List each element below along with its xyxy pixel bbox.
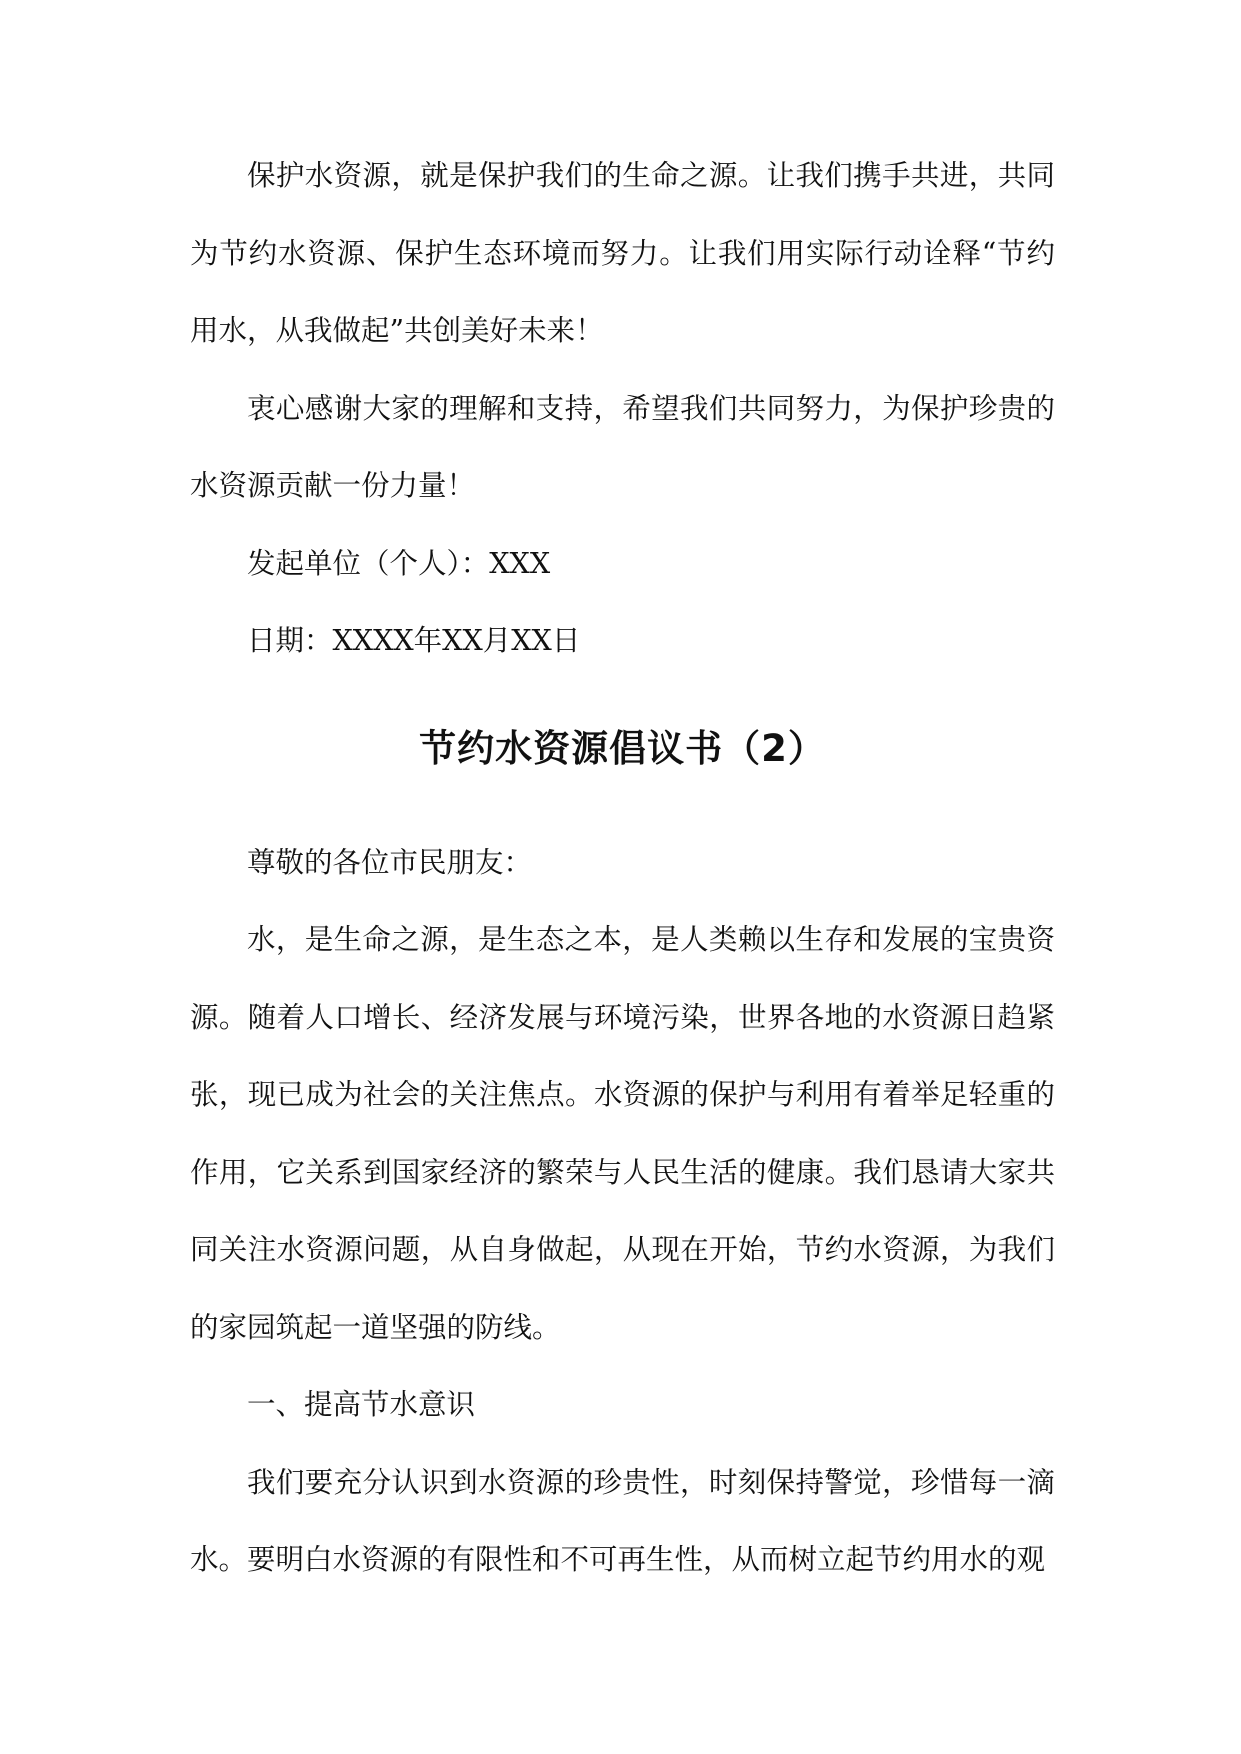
section-paragraph: 我们要充分认识到水资源的珍贵性，时刻保持警觉，珍惜每一滴水。要明白水资源的有限性和不可再生性，从而树立起节约用水的观 — [190, 1465, 1055, 1576]
document-body — [190, 137, 1055, 1599]
closing-paragraph: 保护水资源，就是保护我们的生命之源。让我们携手共进，共同为节约水资源、保护生态环境而努力。让我们用实际行动诠释“节约用水，从我做起”共创美好未来！ — [190, 159, 1055, 347]
date-line: 日期：XXXX年XX月XX日 — [247, 624, 581, 657]
section-heading: 一、提高节水意识 — [247, 1388, 476, 1421]
intro-paragraph: 水，是生命之源，是生态之本，是人类赖以生存和发展的宝贵资源。随着人口增长、经济发展与环境污染，世界各地的水资源日趋紧张，现已成为社会的关注焦点。水资源的保护与利用有着举足轻重的作用，它关系到国家经济的繁荣与人民生活的健康。我们恳请大家共同关注水资源问题，从自身做起，从现在开始，节约水资源，为我们的家园筑起一道坚强的防线。 — [190, 923, 1055, 1344]
document-title: 节约水资源倡议书（2） — [419, 726, 826, 770]
thanks-paragraph: 衷心感谢大家的理解和支持，希望我们共同努力，为保护珍贵的水资源贡献一份力量！ — [190, 391, 1055, 502]
salutation: 尊敬的各位市民朋友： — [247, 845, 533, 879]
sponsor-line: 发起单位（个人）：XXX — [247, 546, 551, 580]
